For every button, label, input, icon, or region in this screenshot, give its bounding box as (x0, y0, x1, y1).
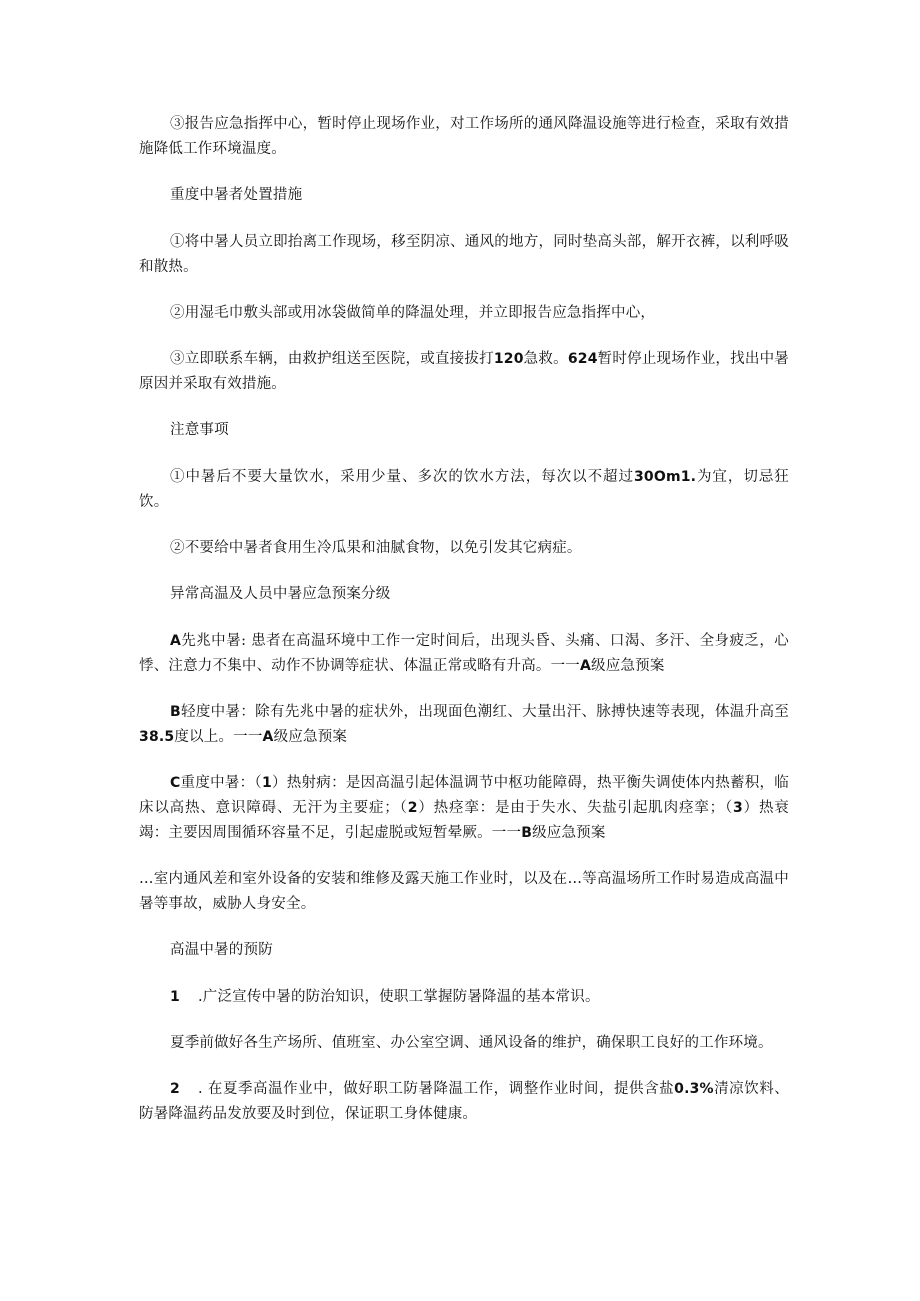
section-heading-precautions: 注意事项 (170, 422, 229, 438)
paragraph-report-center: ③报告应急指挥中心，暂时停止现场作业，对工作场所的通风降温设施等进行检查，采取有效措施降低工作环境温度。 (139, 116, 789, 157)
paragraph-equipment-maintenance: 夏季前做好各生产场所、值班室、办公室空调、通风设备的维护，确保职工良好的工作环境。 (170, 1035, 773, 1051)
paragraph-level-a-precursor: A先兆中暑: 患者在高温环境中工作一定时间后，出现头昏、头痛、口渴、多汗、全身疲乏，心悸、注意力不集中、动作不协调等症状、体温正常或略有升高。一一A级应急预案 (139, 633, 789, 674)
paragraph-cooling-treatment: ②用湿毛巾敷头部或用冰袋做简单的降温处理，并立即报告应急指挥中心， (170, 305, 656, 321)
section-heading-prevention: 高温中暑的预防 (170, 942, 273, 958)
paragraph-risk-scenarios: …室内通风差和室外设备的安装和维修及露天施工作业时，以及在…等高温场所工作时易造成高温中暑等事故，威胁人身安全。 (139, 871, 789, 912)
paragraph-food-advice: ②不要给中暑者食用生冷瓜果和油腻食物，以免引发其它病症。 (170, 540, 582, 556)
paragraph-water-intake: ①中暑后不要大量饮水，采用少量、多次的饮水方法，每次以不超过30Om1.为宜，切忌狂饮。 (139, 469, 789, 510)
paragraph-level-b-mild: B轻度中暑：除有先兆中暑的症状外，出现面色潮红、大量出汗、脉搏快速等表现，体温升高至38.5度以上。一一A级应急预案 (139, 704, 789, 745)
paragraph-call-ambulance: ③立即联系车辆，由救护组送至医院，或直接拔打120急救。624暂时停止现场作业，找出中暑原因并采取有效措施。 (139, 351, 789, 392)
paragraph-level-c-severe: C重度中暑：（1）热射病：是因高温引起体温调节中枢功能障碍，热平衡失调使体内热蓄积，临床以高热、意识障碍、无汗为主要症；（2）热痉挛：是由于失水、失盐引起肌肉痉挛；（3）热衰竭：主要因周围循环容量不足，引起虚脱或短暂晕厥。一一B级应急预案 (139, 775, 789, 841)
document-body (139, 112, 789, 1148)
section-heading-plan-levels: 异常高温及人员中暑应急预案分级 (170, 586, 391, 602)
paragraph-prevention-1: 1 .广泛宣传中暑的防治知识，使职工掌握防暑降温的基本常识。 (170, 989, 600, 1005)
section-heading-severe-measures: 重度中暑者处置措施 (170, 187, 303, 203)
paragraph-prevention-2: 2 . 在夏季高温作业中，做好职工防暑降温工作，调整作业时间，提供含盐0.3%清凉饮料、防暑降温药品发放要及时到位，保证职工身体健康。 (139, 1081, 789, 1122)
paragraph-move-patient: ①将中暑人员立即抬离工作现场，移至阴凉、通风的地方，同时垫高头部，解开衣裤，以利呼吸和散热。 (139, 234, 789, 275)
